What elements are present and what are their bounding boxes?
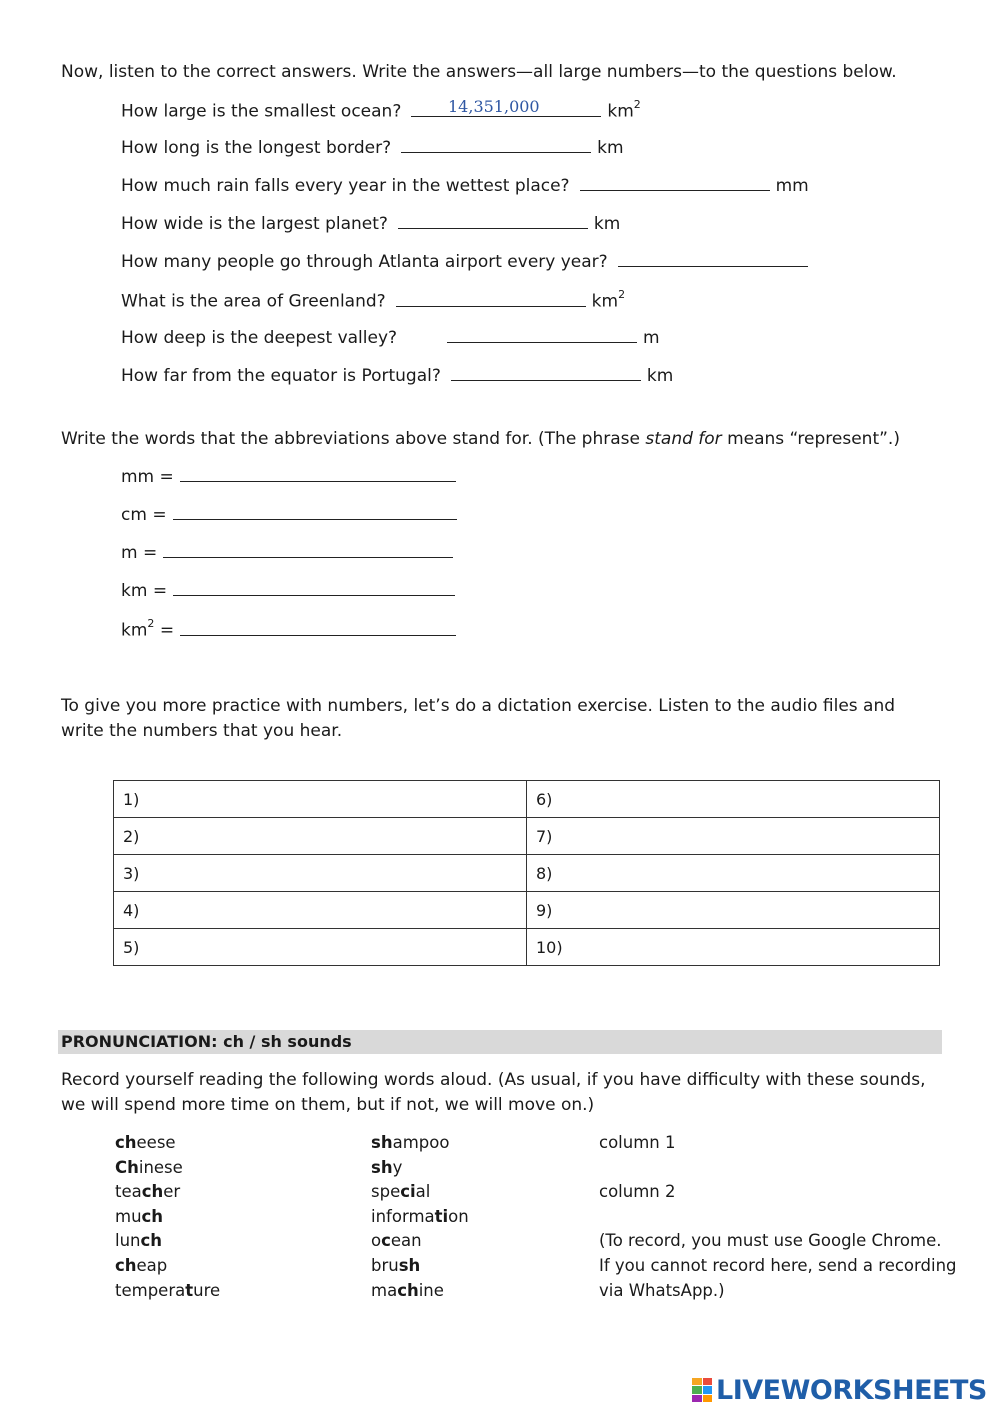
table-row	[114, 781, 940, 818]
table-cell[interactable]: 7)	[527, 818, 940, 855]
unit: mm	[775, 176, 809, 196]
word-highlight: ch	[141, 1182, 164, 1202]
word-part: bru	[371, 1255, 399, 1275]
word-item	[371, 1229, 469, 1254]
unit: km	[646, 366, 674, 386]
word-part: lun	[115, 1231, 141, 1251]
question-row	[121, 138, 624, 158]
answer-line[interactable]	[401, 151, 591, 153]
answer-line[interactable]	[447, 341, 637, 343]
table-row	[114, 929, 940, 966]
answer-line[interactable]	[180, 634, 456, 636]
word-part: er	[163, 1182, 181, 1202]
note-line: If you cannot record here, send a recording	[599, 1255, 957, 1275]
abbrev-sup: 2	[147, 617, 155, 630]
note-line: via WhatsApp.)	[599, 1280, 725, 1300]
question-text: How large is the smallest ocean?	[121, 101, 402, 122]
logo-block	[703, 1395, 713, 1402]
abbrev-row	[121, 619, 462, 641]
word-column-sh	[371, 1131, 469, 1303]
unit: m	[643, 328, 660, 348]
answer-line[interactable]	[451, 379, 641, 381]
note-line: column 1	[599, 1133, 676, 1152]
pronunciation-instruction: Record yourself reading the following words aloud. (As usual, if you have difficulty with these sounds, we will spend more time on them, but if not, we will move on.)	[61, 1070, 926, 1115]
question-row	[121, 100, 641, 122]
word-part: ine	[418, 1280, 444, 1300]
logo-blocks-icon	[692, 1378, 712, 1402]
question-text: How many people go through Atlanta airport every year?	[121, 252, 608, 272]
word-item	[115, 1279, 220, 1304]
table-cell[interactable]: 4)	[114, 892, 527, 929]
unit: km	[593, 214, 621, 234]
word-part: tea	[115, 1182, 142, 1202]
abbrev-row	[121, 467, 462, 487]
word-item	[371, 1205, 469, 1230]
table-cell[interactable]: 3)	[114, 855, 527, 892]
pronunciation-heading-band	[58, 1030, 942, 1054]
question-text: What is the area of Greenland?	[121, 291, 386, 312]
table-cell[interactable]: 9)	[527, 892, 940, 929]
word-item	[371, 1131, 469, 1156]
word-part: al	[415, 1182, 431, 1202]
abbrev: km	[121, 620, 148, 641]
table-row	[114, 892, 940, 929]
logo-block	[703, 1378, 713, 1385]
answer-line[interactable]	[396, 305, 586, 307]
instruction-part: Write the words that the abbreviations above stand for. (The phrase	[61, 429, 646, 449]
word-part: spe	[371, 1182, 401, 1202]
word-part: y	[392, 1157, 403, 1177]
word-highlight: ti	[434, 1206, 449, 1226]
note-line	[599, 1156, 957, 1181]
word-highlight: ci	[400, 1182, 416, 1202]
question-text: How long is the longest border?	[121, 138, 392, 158]
word-part: informa	[371, 1206, 435, 1226]
question-row	[121, 176, 809, 196]
answer-input[interactable]: 14,351,000	[448, 97, 540, 116]
instruction-emphasis: stand for	[645, 429, 722, 449]
note-line: (To record, you must use Google Chrome.	[599, 1231, 942, 1251]
word-part: eap	[136, 1255, 168, 1275]
equals: =	[159, 467, 174, 487]
abbrev-row	[121, 543, 459, 563]
word-item	[371, 1254, 469, 1279]
answer-line[interactable]	[180, 480, 456, 482]
table-cell[interactable]: 8)	[527, 855, 940, 892]
equals: =	[142, 543, 158, 563]
word-part: ure	[193, 1280, 221, 1300]
answer-line[interactable]	[173, 518, 457, 520]
logo-text: LIVEWORKSHEETS	[716, 1374, 987, 1406]
logo-block	[692, 1378, 702, 1385]
word-part: on	[448, 1206, 469, 1226]
word-highlight: ch	[141, 1206, 164, 1226]
equals: =	[152, 505, 167, 525]
abbrev: cm	[121, 505, 147, 525]
unit-sup: 2	[633, 98, 641, 111]
word-highlight: ch	[115, 1255, 137, 1275]
word-highlight: ch	[397, 1280, 419, 1300]
word-item	[115, 1229, 220, 1254]
word-part: inese	[138, 1157, 183, 1177]
word-item	[115, 1254, 220, 1279]
table-cell[interactable]: 5)	[114, 929, 527, 966]
word-part: tempera	[115, 1280, 186, 1300]
logo-block	[703, 1386, 713, 1393]
word-part: ampoo	[392, 1133, 450, 1152]
word-highlight: ch	[115, 1133, 137, 1152]
question-text: How wide is the largest planet?	[121, 214, 388, 234]
question-text: How much rain falls every year in the wettest place?	[121, 176, 570, 196]
question-row	[121, 328, 660, 348]
liveworksheets-logo[interactable]	[692, 1374, 987, 1406]
word-item	[115, 1131, 220, 1156]
question-row	[121, 366, 673, 386]
word-item	[371, 1156, 469, 1181]
abbrev: m	[121, 543, 138, 563]
word-part: o	[371, 1231, 382, 1251]
word-highlight: sh	[371, 1133, 393, 1152]
word-item	[115, 1156, 220, 1181]
table-cell[interactable]: 1)	[114, 781, 527, 818]
word-highlight: Ch	[115, 1157, 139, 1177]
word-part: ean	[390, 1231, 422, 1251]
unit: km	[597, 138, 624, 158]
question-row	[121, 252, 814, 272]
word-part: ma	[371, 1280, 398, 1300]
table-row	[114, 818, 940, 855]
abbrev: km	[121, 581, 148, 601]
question-row	[121, 214, 620, 234]
word-highlight: sh	[398, 1255, 421, 1275]
note-line	[599, 1205, 957, 1230]
note-line: column 2	[599, 1182, 676, 1202]
section3-instruction: To give you more practice with numbers, let’s do a dictation exercise. Listen to the audio files and write the numbers that you hear.	[61, 696, 896, 741]
notes-column	[599, 1131, 957, 1303]
word-part: mu	[115, 1206, 142, 1226]
abbrev: mm	[121, 467, 155, 487]
answer-line[interactable]	[618, 265, 808, 267]
unit: km	[607, 101, 634, 122]
word-item	[115, 1205, 220, 1230]
word-highlight: ch	[140, 1231, 163, 1251]
logo-block	[692, 1395, 702, 1402]
unit: km	[591, 291, 619, 312]
word-item	[371, 1279, 469, 1304]
answer-line[interactable]	[173, 594, 455, 596]
table-cell[interactable]: 10)	[527, 929, 940, 966]
logo-block	[692, 1386, 702, 1393]
unit-sup: 2	[618, 288, 626, 301]
answer-line[interactable]	[398, 227, 588, 229]
abbrev-row	[121, 581, 461, 601]
word-highlight: sh	[371, 1157, 393, 1177]
table-cell[interactable]: 6)	[527, 781, 940, 818]
equals: =	[159, 620, 175, 641]
word-column-ch	[115, 1131, 220, 1303]
table-row	[114, 855, 940, 892]
word-item	[115, 1180, 220, 1205]
word-part: eese	[136, 1133, 176, 1152]
abbrev-row	[121, 505, 463, 525]
answer-line[interactable]	[163, 556, 453, 558]
pronunciation-heading: PRONUNCIATION: ch / sh sounds	[61, 1032, 352, 1051]
word-highlight: c	[381, 1231, 391, 1251]
word-highlight: t	[185, 1280, 194, 1300]
dictation-table	[113, 780, 940, 966]
question-text: How deep is the deepest valley?	[121, 328, 398, 348]
question-text: How far from the equator is Portugal?	[121, 366, 441, 386]
equals: =	[152, 581, 168, 601]
instruction-part: means “represent”.)	[721, 429, 900, 449]
answer-line[interactable]	[580, 189, 770, 191]
word-item	[371, 1180, 469, 1205]
question-row	[121, 290, 625, 312]
table-cell[interactable]: 2)	[114, 818, 527, 855]
section2-instruction	[61, 429, 900, 449]
section1-instruction: Now, listen to the correct answers. Write the answers—all large numbers—to the questions below.	[61, 62, 897, 82]
